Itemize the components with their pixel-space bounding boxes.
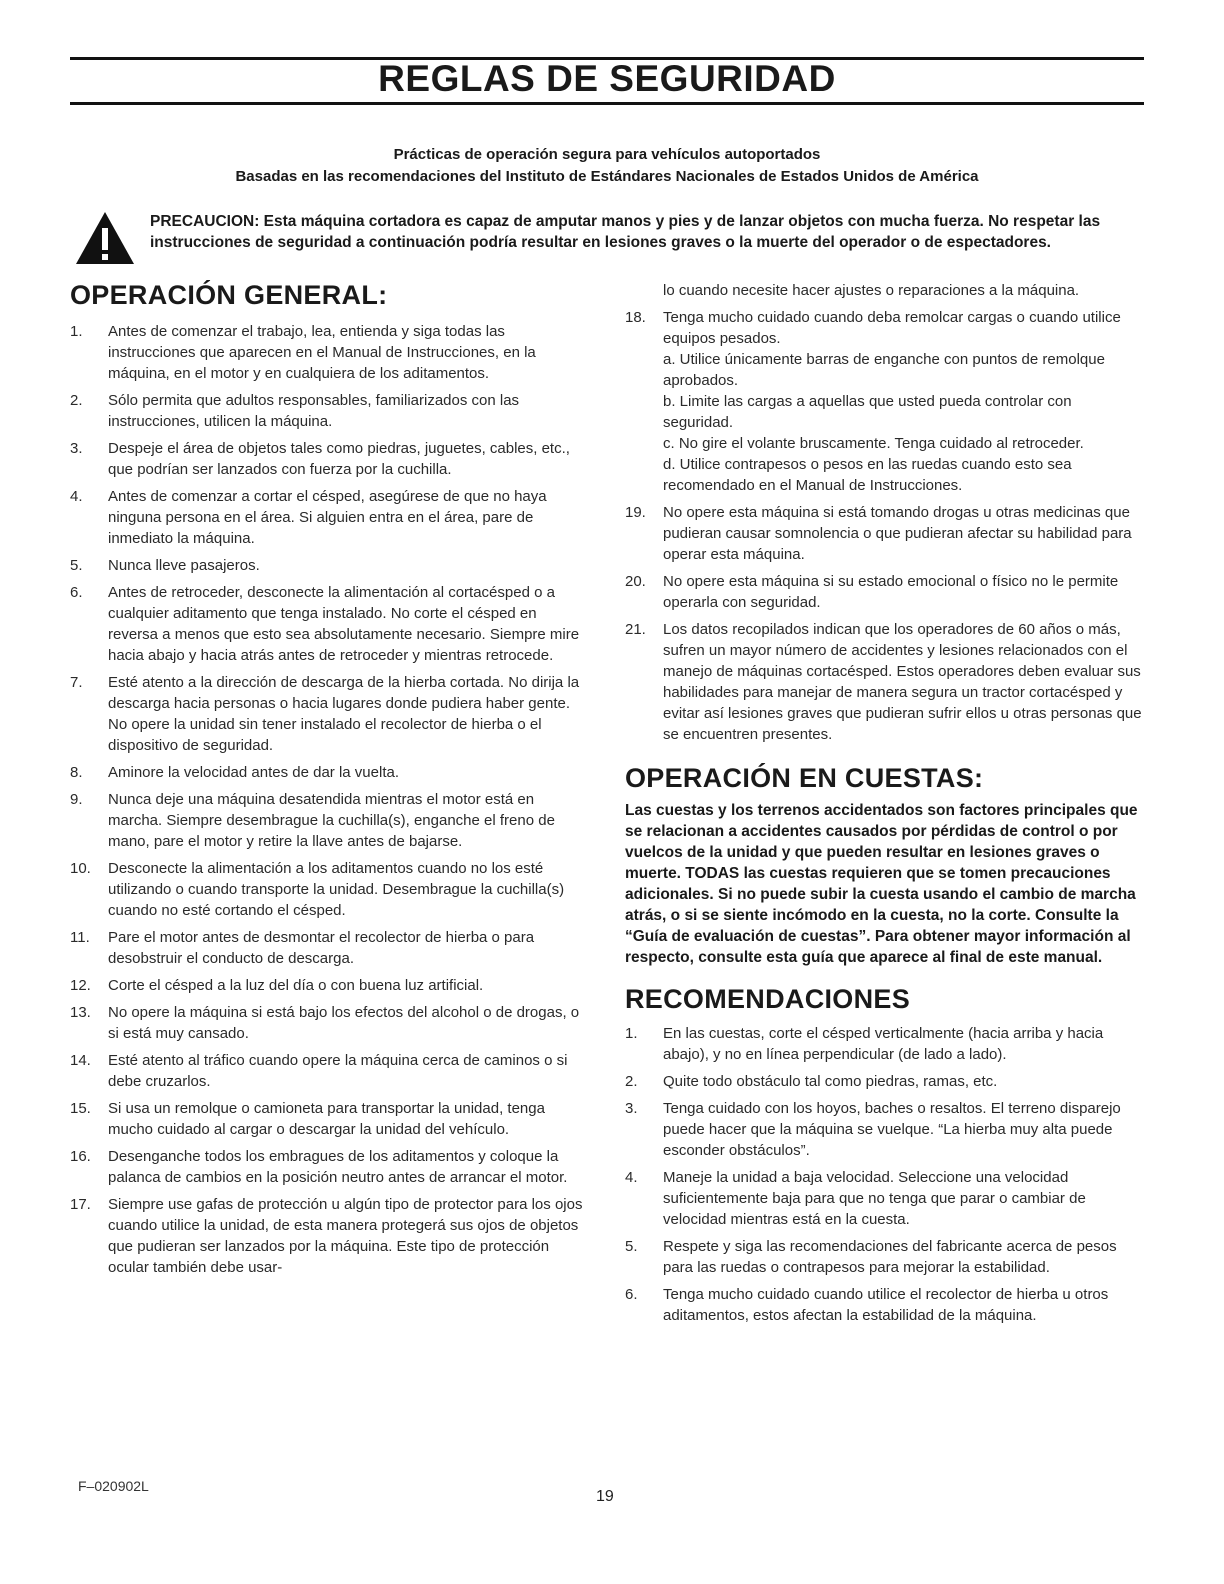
header-bottom-rule bbox=[70, 102, 1144, 105]
list-item: 5. Nunca lleve pasajeros. bbox=[70, 557, 260, 574]
list-item: 5. Respete y siga las recomendaciones del fabricante acerca de pesos para las ruedas o contrapesos para mejorar la estabilidad. bbox=[625, 1238, 1117, 1276]
document-code: F–020902L bbox=[78, 1478, 149, 1494]
list-item: 1. Antes de comenzar el trabajo, lea, entienda y siga todas las instrucciones que aparecen en el Manual de Instrucciones, en la máquina, en el motor y en cualquiera de los aditamentos. bbox=[70, 323, 536, 382]
caution-text: PRECAUCION: Esta máquina cortadora es capaz de amputar manos y pies y de lanzar objetos con mucha fuerza. No respetar las instrucciones de seguridad a continuación podría resultar en lesiones graves o la muerte del operador o de espectadores. bbox=[150, 213, 1101, 251]
list-item: 4. Antes de comenzar a cortar el césped, asegúrese de que no haya ninguna persona en el área. Si alguien entra en el área, pare de inmediato la máquina. bbox=[70, 488, 547, 547]
list-item: 2. Sólo permita que adultos responsables, familiarizados con las instrucciones, utilicen la máquina. bbox=[70, 392, 520, 430]
sub-item-d: d. Utilice contrapesos o pesos en las ruedas cuando esto sea recomendado en el Manual de Instrucciones. bbox=[663, 456, 1072, 494]
sub-item-c: c. No gire el volante bruscamente. Tenga cuidado al retroceder. bbox=[663, 435, 1084, 452]
warning-triangle-icon bbox=[74, 210, 136, 266]
recommendations-list bbox=[625, 1023, 1145, 1326]
list-item: 6. Antes de retroceder, desconecte la alimentación al cortacésped o a cualquier aditamento que tenga instalado. No corte el césped en reversa a menos que esto sea absolutamente necesario. Siempre mire hacia abajo y hacia atrás antes de retroceder y mientras retrocede. bbox=[70, 584, 580, 664]
list-item: 16. Desenganche todos los embragues de los aditamentos y coloque la palanca de cambios en la posición neutro antes de arrancar el motor. bbox=[70, 1148, 568, 1186]
list-item: 19. No opere esta máquina si está tomando drogas u otras medicinas que pudieran causar somnolencia o que pudieran afectar su habilidad para operar esta máquina. bbox=[625, 504, 1132, 563]
page-title: REGLAS DE SEGURIDAD bbox=[378, 58, 836, 99]
list-item: 13. No opere la máquina si está bajo los efectos del alcohol o de drogas, o si está muy cansado. bbox=[70, 1004, 580, 1042]
sub-item-a: a. Utilice únicamente barras de enganche con puntos de remolque aprobados. bbox=[663, 351, 1105, 389]
general-operation-list-continued bbox=[625, 307, 1145, 745]
list-item: 9. Nunca deje una máquina desatendida mientras el motor está en marcha. Siempre desembrague la cuchilla(s), enganche el freno de mano, pare el motor y retire la llave antes de bajarse. bbox=[70, 791, 555, 850]
page-number: 19 bbox=[596, 1488, 614, 1505]
left-column bbox=[70, 280, 585, 1284]
sub-item-b: b. Limite las cargas a aquellas que usted pueda controlar con seguridad. bbox=[663, 393, 1072, 431]
list-item: 20. No opere esta máquina si su estado emocional o físico no le permite operarla con seguridad. bbox=[625, 573, 1119, 611]
list-item: 10. Desconecte la alimentación a los aditamentos cuando no los esté utilizando o cuando transporte la unidad. Desembrague la cuchilla(s) cuando no esté cortando el césped. bbox=[70, 860, 565, 919]
list-item: 2. Quite todo obstáculo tal como piedras, ramas, etc. bbox=[625, 1073, 998, 1090]
list-item: 11. Pare el motor antes de desmontar el recolector de hierba o para desobstruir el conducto de descarga. bbox=[70, 929, 535, 967]
slopes-heading: OPERACIÓN EN CUESTAS: bbox=[625, 763, 984, 793]
list-item: 7. Esté atento a la dirección de descarga de la hierba cortada. No dirija la descarga hacia personas o hacia lugares donde pudiera haber gente. No opere la unidad sin tener instalado el recolector de hierba o el dispositivo de seguridad. bbox=[70, 674, 580, 754]
list-item: 8. Aminore la velocidad antes de dar la vuelta. bbox=[70, 764, 400, 781]
list-item: 1. En las cuestas, corte el césped verticalmente (hacia arriba y hacia abajo), y no en línea perpendicular (de lado a lado). bbox=[625, 1025, 1104, 1063]
list-item: 4. Maneje la unidad a baja velocidad. Seleccione una velocidad suficientemente baja para que no tenga que parar o cambiar de velocidad mientras está en la cuesta. bbox=[625, 1169, 1086, 1228]
list-item: 3. Tenga cuidado con los hoyos, baches o resaltos. El terreno disparejo puede hacer que la máquina se vuelque. “La hierba muy alta puede esconder obstáculos”. bbox=[625, 1100, 1121, 1159]
right-column bbox=[625, 280, 1145, 1332]
list-item: 14. Esté atento al tráfico cuando opere la máquina cerca de caminos o si debe cruzarlos. bbox=[70, 1052, 568, 1090]
list-item: 18. Tenga mucho cuidado cuando deba remolcar cargas o cuando utilice equipos pesados. a. Utilice únicamente barras de enganche con puntos de remolque aprobados. b. Limite las cargas a aquellas que usted pueda controlar con seguridad. c. No gire el volante bruscamente. Tenga cuidado al retroceder. d. Utilice contrapesos o pesos en las ruedas cuando esto sea recomendado en el Manual de Instrucciones. bbox=[625, 307, 1145, 496]
general-operation-list bbox=[70, 321, 585, 1278]
recommendations-heading: RECOMENDACIONES bbox=[625, 984, 911, 1014]
list-item: 17. Siempre use gafas de protección u algún tipo de protector para los ojos cuando utilice la unidad, de esta manera protegerá sus ojos de objetos que pudieran ser lanzados por la máquina. Este tipo de protección ocular también debe usar- bbox=[70, 1196, 583, 1276]
list-item: 15. Si usa un remolque o camioneta para transportar la unidad, tenga mucho cuidado al cargar o descargar la unidad del vehículo. bbox=[70, 1100, 545, 1138]
list-item: 21. Los datos recopilados indican que los operadores de 60 años o más, sufren un mayor número de accidentes y lesiones relacionados con el manejo de máquinas cortacésped. Estos operadores deben evaluar sus habilidades para manejar de manera segura un tractor cortacésped y evitar así lesiones graves que pudieran sufrir ellos u otras personas que se encuentren presentes. bbox=[625, 621, 1142, 743]
list-item: 12. Corte el césped a la luz del día o con buena luz artificial. bbox=[70, 977, 484, 994]
general-operation-heading: OPERACIÓN GENERAL: bbox=[70, 280, 388, 310]
list-item: 3. Despeje el área de objetos tales como piedras, juguetes, cables, etc., que podrían ser lanzados con fuerza por la cuchilla. bbox=[70, 440, 570, 478]
subtitle-practices: Prácticas de operación segura para vehículos autoportados bbox=[393, 146, 821, 163]
slopes-warning-text: Las cuestas y los terrenos accidentados son factores principales que se relacionan a accidentes causados por pérdidas de control o por vuelcos de la unidad y que pueden resultar en lesiones graves o muerte. TODAS las cuestas requieren que se tomen precauciones adicionales. Si no puede subir la cuesta usando el cambio de marcha atrás, o si se siente incómodo en la cuesta, no la corte. Consulte la “Guía de evaluación de cuestas”. Para obtener mayor información al respecto, consulte esta guía que aparece al final de este manual. bbox=[625, 802, 1138, 966]
item-17-continuation: lo cuando necesite hacer ajustes o reparaciones a la máquina. bbox=[663, 282, 1080, 299]
subtitle-basis: Basadas en las recomendaciones del Instituto de Estándares Nacionales de Estados Unidos de América bbox=[235, 168, 979, 185]
list-item: 6. Tenga mucho cuidado cuando utilice el recolector de hierba u otros aditamentos, estos afectan la estabilidad de la máquina. bbox=[625, 1286, 1109, 1324]
